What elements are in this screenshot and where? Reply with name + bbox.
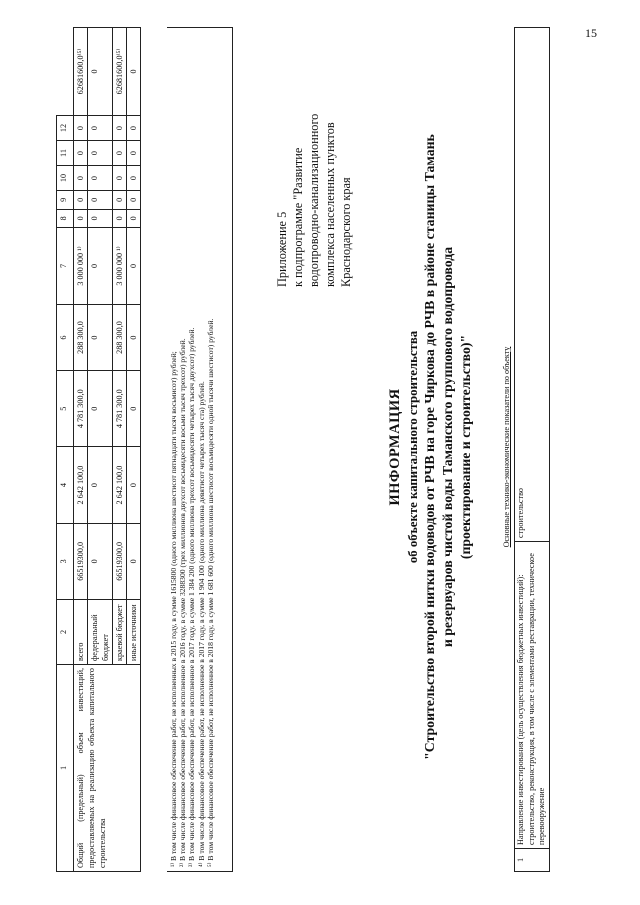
table-row <box>515 28 550 872</box>
value-cell: 62681600,0⁽⁵⁾ <box>113 28 127 116</box>
header-cell: 10 <box>57 165 74 190</box>
appendix-line: Приложение 5 <box>275 211 289 287</box>
value-cell: 0 <box>127 228 141 305</box>
header-cell: 3 <box>57 523 74 599</box>
footnote: ⁵⁾ В том числе финансовое обеспечение работ, не исполненное в 2018 году, в сумме 1 681 600 (одного миллиона шестисот восьмидесяти одной тысячи шестисот) рублей. <box>205 318 215 867</box>
value-cell: 2 642 100,0 <box>74 447 88 523</box>
header-cell: 9 <box>57 191 74 209</box>
indicator-value: строительство <box>515 28 550 542</box>
footnote: ³⁾ В том числе финансовое обеспечение работ, не исполненное в 2017 году, в сумме 1 384 200 (одного миллиона трехсот восьмидесяти четырех тысяч двухсот) рублей. <box>187 327 197 867</box>
value-cell: 0 <box>88 228 113 305</box>
appendix-line: комплекса населенных пунктов <box>323 122 337 287</box>
value-cell: 0 <box>127 28 141 116</box>
indicator-description: Направление инвестирования (цель осуществления бюджетных инвестиций): строительство, реконструкция, в том числе с элементами реставрации, техническое перевооружение <box>515 542 550 849</box>
value-cell: 0 <box>127 165 141 190</box>
value-cell: 288 300,0 <box>74 304 88 370</box>
value-cell: 0 <box>113 141 127 166</box>
value-cell: 0 <box>88 141 113 166</box>
value-cell: 0 <box>127 523 141 599</box>
value-cell: 0 <box>88 209 113 227</box>
value-cell: 0 <box>127 115 141 140</box>
value-cell: 0 <box>88 523 113 599</box>
footnotes <box>167 27 233 872</box>
value-cell: 0 <box>127 304 141 370</box>
value-cell: 0 <box>74 141 88 166</box>
value-cell: 62681600,0⁽⁵⁾ <box>74 28 88 116</box>
appendix-heading <box>274 27 354 287</box>
value-cell: 0 <box>88 165 113 190</box>
value-cell: 0 <box>88 191 113 209</box>
object-name-line: и резервуаров чистой воды Таманского группового водопровода <box>440 246 455 648</box>
source-cell: иные источники <box>127 600 141 665</box>
page-number: 15 <box>585 26 597 40</box>
footnote: ¹⁾ В том числе финансовое обеспечение работ, не исполненных в 2015 году, в сумме 1615800 (одного миллиона шестисот пятнадцати тысяч восьмисот) рублей; <box>169 351 178 867</box>
indicators-table <box>514 27 550 872</box>
value-cell: 3 000 000 ¹⁾ <box>74 228 88 305</box>
funding-table <box>56 27 141 872</box>
value-cell: 0 <box>113 209 127 227</box>
value-cell: 0 <box>127 447 141 523</box>
info-heading <box>386 22 475 872</box>
value-cell: 0 <box>88 115 113 140</box>
appendix-line: водопроводно-канализационного <box>307 113 321 287</box>
value-cell: 288 300,0 <box>113 304 127 370</box>
value-cell: 66519300,0 <box>113 523 127 599</box>
table-row <box>74 28 88 872</box>
value-cell: 0 <box>127 209 141 227</box>
value-cell: 0 <box>74 209 88 227</box>
indicators-caption: Основные технико-экономические показатели по объекту <box>502 346 511 548</box>
value-cell: 0 <box>113 115 127 140</box>
source-cell: всего <box>74 600 88 665</box>
value-cell: 0 <box>88 28 113 116</box>
value-cell: 0 <box>74 191 88 209</box>
row-number: 1 <box>515 849 550 872</box>
value-cell: 0 <box>88 371 113 447</box>
source-cell: федеральный бюджет <box>88 600 113 665</box>
value-cell: 2 642 100,0 <box>113 447 127 523</box>
value-cell: 0 <box>74 165 88 190</box>
appendix-line: Краснодарского края <box>339 177 353 287</box>
header-cell: 1 <box>57 665 74 872</box>
info-title: ИНФОРМАЦИЯ <box>387 388 403 506</box>
header-cell: 11 <box>57 141 74 166</box>
value-cell: 0 <box>88 447 113 523</box>
value-cell: 0 <box>127 371 141 447</box>
header-cell: 6 <box>57 304 74 370</box>
footnote: ⁴⁾ В том числе финансовое обеспечение работ, не исполненное в 2017 году, в сумме 1 904 100 (одного миллиона девятисот четырех тысяч ста) рублей. <box>196 381 206 867</box>
value-cell: 0 <box>74 115 88 140</box>
value-cell: 0 <box>127 191 141 209</box>
value-cell: 0 <box>113 165 127 190</box>
value-cell: 4 781 300,0 <box>74 371 88 447</box>
header-cell: 7 <box>57 228 74 305</box>
value-cell: 0 <box>113 191 127 209</box>
header-cell: 4 <box>57 447 74 523</box>
source-cell: краевой бюджет <box>113 600 127 665</box>
object-name-line: "Строительство второй нитки водоводов от РЧВ на горе Чиркова до РЧВ в районе станицы Тамань <box>422 134 437 760</box>
table-header-row <box>57 28 74 872</box>
header-cell: 2 <box>57 600 74 665</box>
value-cell: 4 781 300,0 <box>113 371 127 447</box>
info-subtitle: об объекте капитального строительства <box>406 330 420 564</box>
rotated-page-content <box>56 22 616 872</box>
footnote: ²⁾ В том числе финансовое обеспечение работ, не исполненное в 2016 году, в сумме 3288300 (трех миллионов двухсот восьмидесяти восьми тысяч трехсот) рублей. <box>178 338 188 867</box>
value-cell: 0 <box>88 304 113 370</box>
object-name-line: (проектирование и строительство)" <box>458 334 473 560</box>
appendix-line: к подпрограмме "Развитие <box>291 147 305 287</box>
value-cell: 66519300,0 <box>74 523 88 599</box>
row-label: Общий (предельный) объем инвестиций, предоставляемых на реализацию объекта капитального строительства <box>74 665 141 872</box>
header-cell: 5 <box>57 371 74 447</box>
header-cell: 12 <box>57 115 74 140</box>
header-cell: 8 <box>57 209 74 227</box>
value-cell: 0 <box>127 141 141 166</box>
value-cell: 3 000 000 ¹⁾ <box>113 228 127 305</box>
